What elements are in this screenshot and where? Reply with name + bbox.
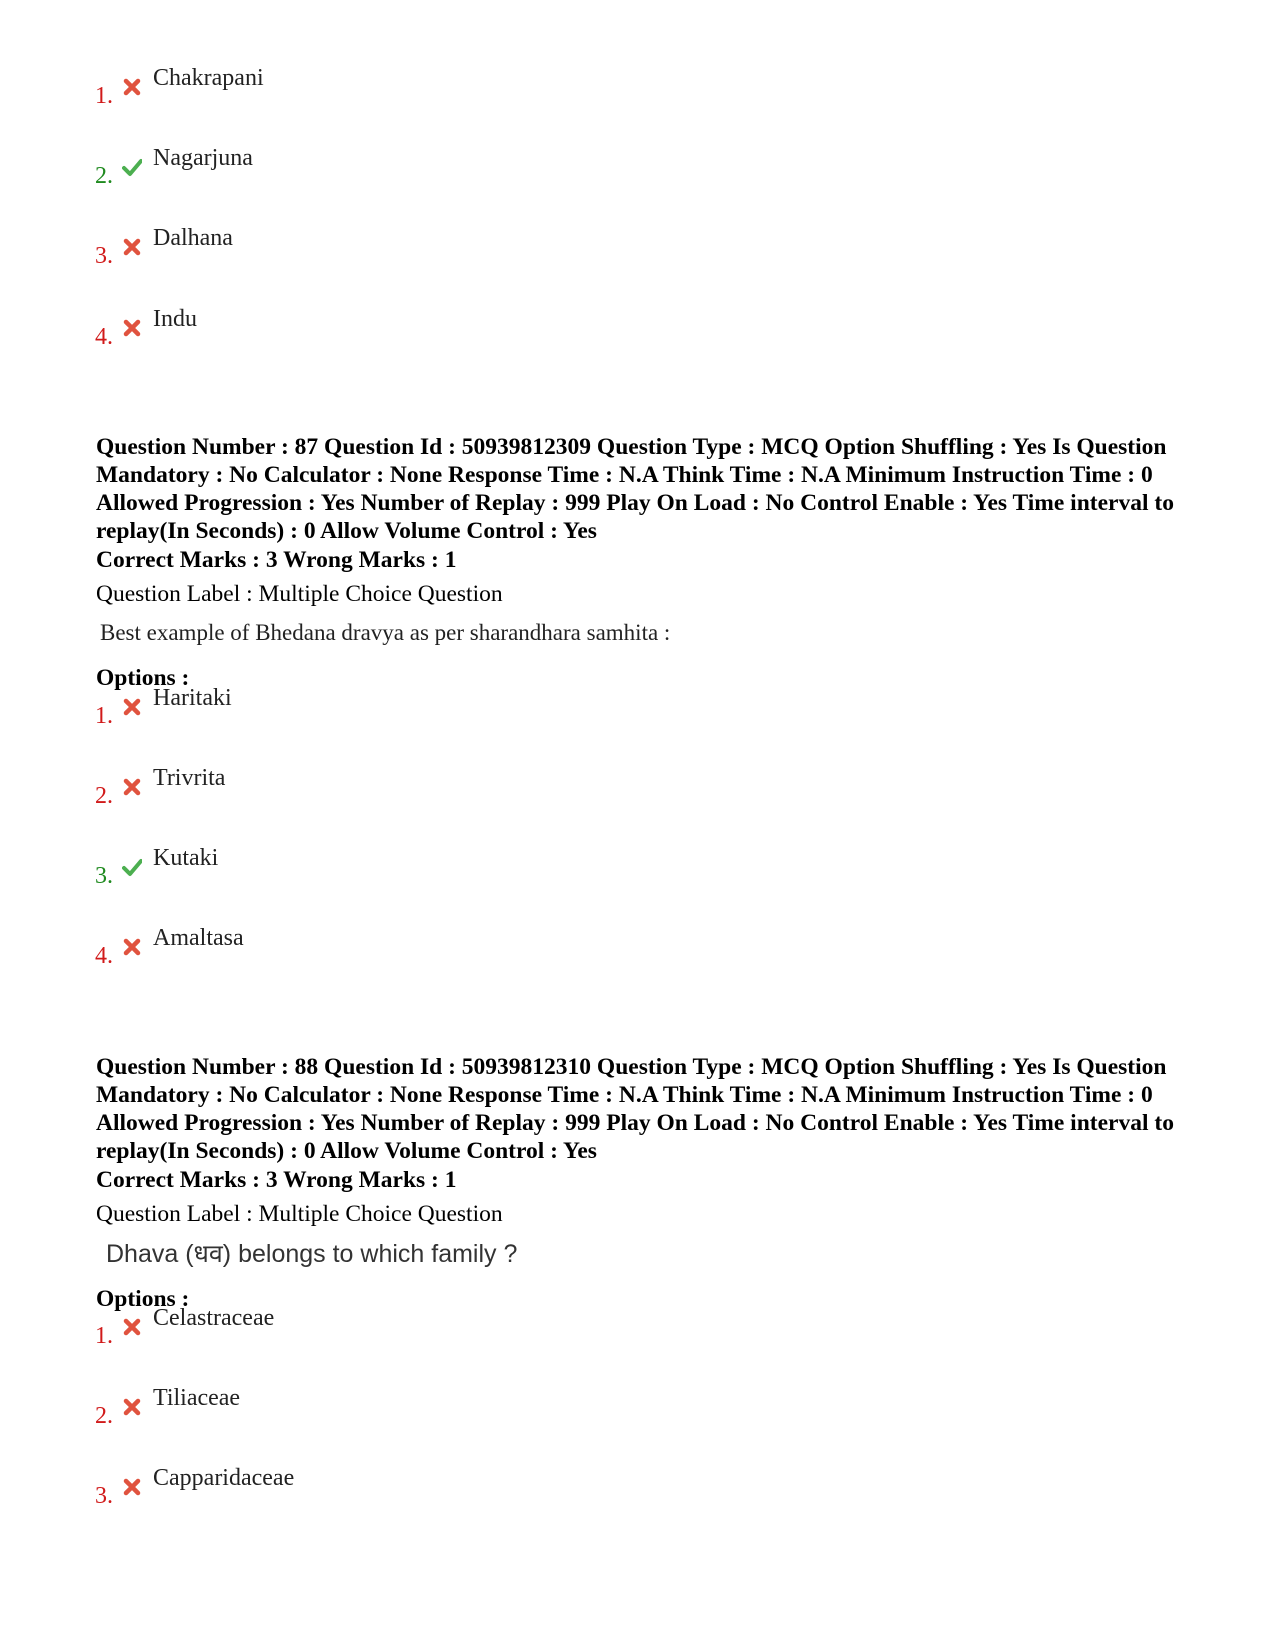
cross-icon <box>122 697 142 717</box>
option-text: Amaltasa <box>153 925 244 951</box>
question-label: Question Label : Multiple Choice Question <box>96 581 503 607</box>
option-text: Chakrapani <box>153 65 264 91</box>
option-item[interactable] <box>95 306 695 353</box>
option-text: Celastraceae <box>153 1305 275 1331</box>
cross-icon <box>122 1397 142 1417</box>
options-heading: Options : <box>96 665 190 691</box>
cross-icon <box>122 937 142 957</box>
option-item[interactable] <box>95 145 695 192</box>
cross-icon <box>122 1477 142 1497</box>
option-item[interactable] <box>95 1305 695 1352</box>
option-text: Tiliaceae <box>153 1385 241 1411</box>
option-number: 1. <box>95 703 113 729</box>
question-label: Question Label : Multiple Choice Question <box>96 1201 503 1227</box>
check-icon <box>122 857 142 877</box>
option-item[interactable] <box>95 1385 695 1432</box>
option-number: 3. <box>95 863 113 889</box>
option-text: Dalhana <box>153 225 233 251</box>
question-meta: Question Number : 88 Question Id : 50939812310 Question Type : MCQ Option Shuffling : Yes Is Question Mandatory : No Calculator : None Response Time : N.A Think Time : N.A Minimum Instruction Time : 0 Allowed Progression : Yes Number of Replay : 999 Play On Load : No Control Enable : Yes Time interval to replay(In Seconds) : 0 Allow Volume Control : Yes <box>96 1054 1174 1164</box>
option-text: Indu <box>153 306 197 332</box>
option-number: 2. <box>95 783 113 809</box>
question-marks: Correct Marks : 3 Wrong Marks : 1 <box>96 547 457 573</box>
cross-icon <box>122 777 142 797</box>
cross-icon <box>122 1317 142 1337</box>
option-item[interactable] <box>95 765 695 812</box>
options-heading: Options : <box>96 1286 190 1312</box>
option-text: Nagarjuna <box>153 145 253 171</box>
option-number: 1. <box>95 1323 113 1349</box>
option-item[interactable] <box>95 65 695 112</box>
option-item[interactable] <box>95 225 695 272</box>
check-icon <box>122 157 142 177</box>
option-text: Trivrita <box>153 765 226 791</box>
option-number: 4. <box>95 943 113 969</box>
question-marks: Correct Marks : 3 Wrong Marks : 1 <box>96 1167 457 1193</box>
option-text: Haritaki <box>153 685 232 711</box>
question-text: Dhava (धव) belongs to which family ? <box>106 1240 518 1268</box>
cross-icon <box>122 237 142 257</box>
option-number: 2. <box>95 1403 113 1429</box>
question-meta: Question Number : 87 Question Id : 50939812309 Question Type : MCQ Option Shuffling : Yes Is Question Mandatory : No Calculator : None Response Time : N.A Think Time : N.A Minimum Instruction Time : 0 Allowed Progression : Yes Number of Replay : 999 Play On Load : No Control Enable : Yes Time interval to replay(In Seconds) : 0 Allow Volume Control : Yes <box>96 434 1174 544</box>
question-text: Best example of Bhedana dravya as per sharandhara samhita : <box>100 620 671 645</box>
option-number: 3. <box>95 1483 113 1509</box>
option-item[interactable] <box>95 1465 695 1512</box>
option-item[interactable] <box>95 845 695 892</box>
cross-icon <box>122 77 142 97</box>
option-item[interactable] <box>95 685 695 732</box>
option-number: 2. <box>95 163 113 189</box>
option-text: Kutaki <box>153 845 219 871</box>
cross-icon <box>122 318 142 338</box>
option-number: 4. <box>95 324 113 350</box>
option-number: 1. <box>95 83 113 109</box>
option-item[interactable] <box>95 925 695 972</box>
option-number: 3. <box>95 243 113 269</box>
option-text: Capparidaceae <box>153 1465 295 1491</box>
